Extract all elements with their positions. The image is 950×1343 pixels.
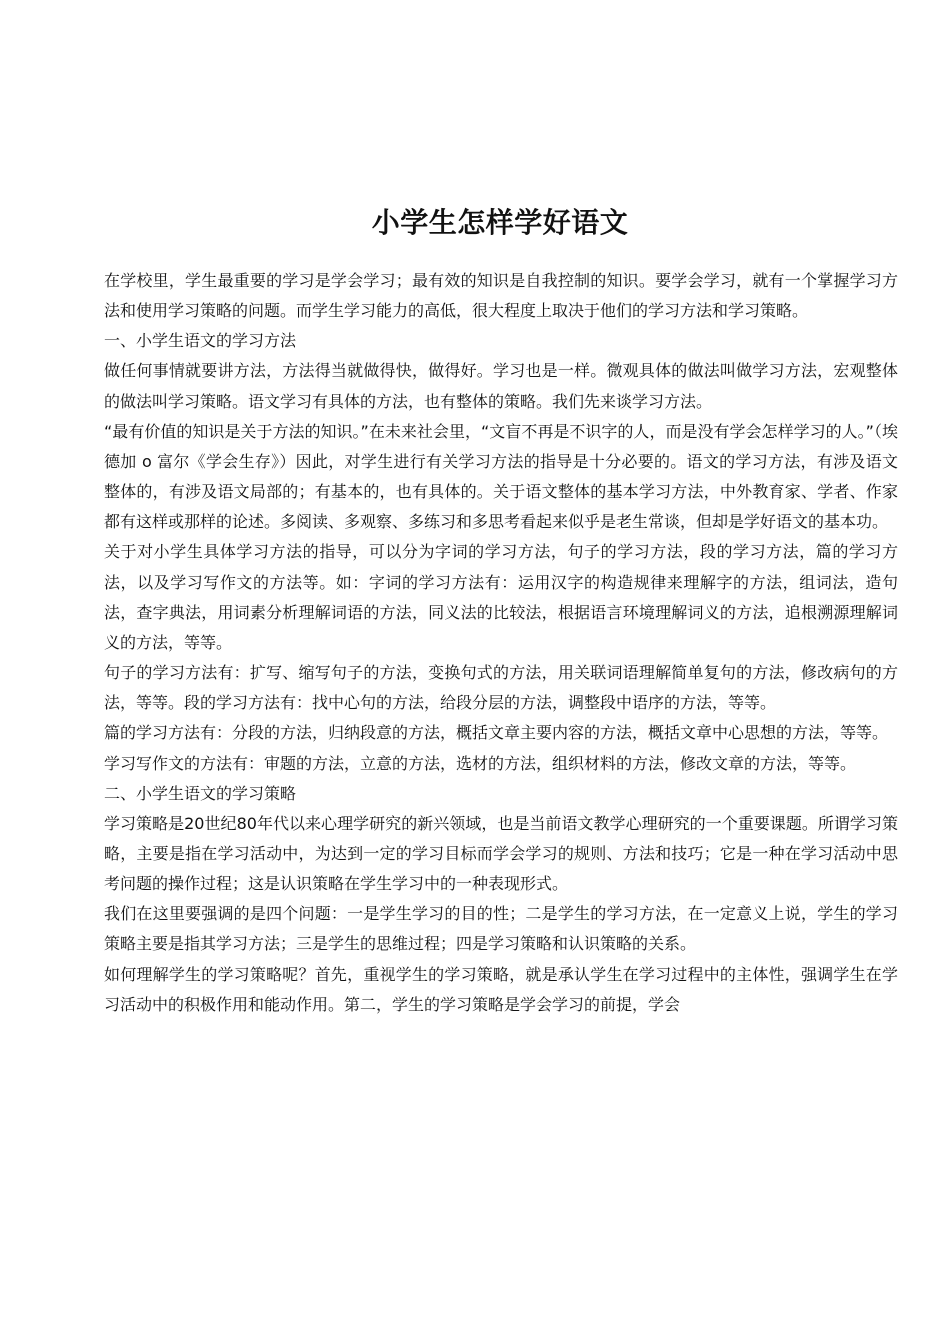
body-paragraph: 句子的学习方法有：扩写、缩写句子的方法，变换句式的方法，用关联词语理解简单复句的方法，修改病句的方法，等等。段的学习方法有：找中心句的方法，给段分层的方法，调整段中语序的方法，等等。 [104, 663, 898, 713]
body-paragraph: 关于对小学生具体学习方法的指导，可以分为字词的学习方法，句子的学习方法，段的学习方法，篇的学习方法，以及学习写作文的方法等。如：字词的学习方法有：运用汉字的构造规律来理解字的方法，组词法，造句法，查字典法，用词素分析理解词语的方法，同义法的比较法，根据语言环境理解词义的方法，追根溯源理解词义的方法，等等。 [104, 542, 898, 652]
body-paragraph: 学习策略是20世纪80年代以来心理学研究的新兴领域，也是当前语文教学心理研究的一个重要课题。所谓学习策略，主要是指在学习活动中，为达到一定的学习目标而学会学习的规则、方法和技巧；它是一种在学习活动中思考问题的操作过程；这是认识策略在学生学习中的一种表现形式。 [104, 813, 898, 894]
body-paragraph: 如何理解学生的学习策略呢？首先，重视学生的学习策略，就是承认学生在学习过程中的主体性，强调学生在学习活动中的积极作用和能动作用。第二，学生的学习策略是学会学习的前提，学会 [104, 964, 898, 1014]
body-paragraph: 学习写作文的方法有：审题的方法，立意的方法，选材的方法，组织材料的方法，修改文章的方法，等等。 [104, 753, 857, 773]
section-heading-methods: 一、小学生语文的学习方法 [104, 331, 297, 351]
intro-paragraph: 在学校里，学生最重要的学习是学会学习；最有效的知识是自我控制的知识。要学会学习，就有一个掌握学习方法和使用学习策略的问题。而学生学习能力的高低，很大程度上取决于他们的学习方法和学习策略。 [104, 271, 898, 321]
body-paragraph: 篇的学习方法有：分段的方法，归纳段意的方法，概括文章主要内容的方法，概括文章中心思想的方法，等等。 [104, 723, 889, 743]
document-body [104, 266, 898, 1020]
body-paragraph: 做任何事情就要讲方法，方法得当就做得快，做得好。学习也是一样。微观具体的做法叫做学习方法，宏观整体的做法叫学习策略。语文学习有具体的方法，也有整体的策略。我们先来谈学习方法。 [104, 361, 898, 411]
body-paragraph: “最有价值的知识是关于方法的知识。”在未来社会里，“文盲不再是不识字的人，而是没有学会怎样学习的人。”（埃德加 o 富尔《学会生存》）因此，对学生进行有关学习方法的指导是十分必要的。语文的学习方法，有涉及语文整体的，有涉及语文局部的；有基本的，也有具体的。关于语文整体的基本学习方法，中外教育家、学者、作家都有这样或那样的论述。多阅读、多观察、多练习和多思考看起来似乎是老生常谈，但却是学好语文的基本功。 [104, 421, 898, 532]
document-title: 小学生怎样学好语文 [371, 206, 629, 239]
section-heading-strategies: 二、小学生语文的学习策略 [104, 783, 297, 803]
body-paragraph: 我们在这里要强调的是四个问题：一是学生学习的目的性；二是学生的学习方法，在一定意义上说，学生的学习策略主要是指其学习方法；三是学生的思维过程；四是学习策略和认识策略的关系。 [104, 904, 898, 954]
